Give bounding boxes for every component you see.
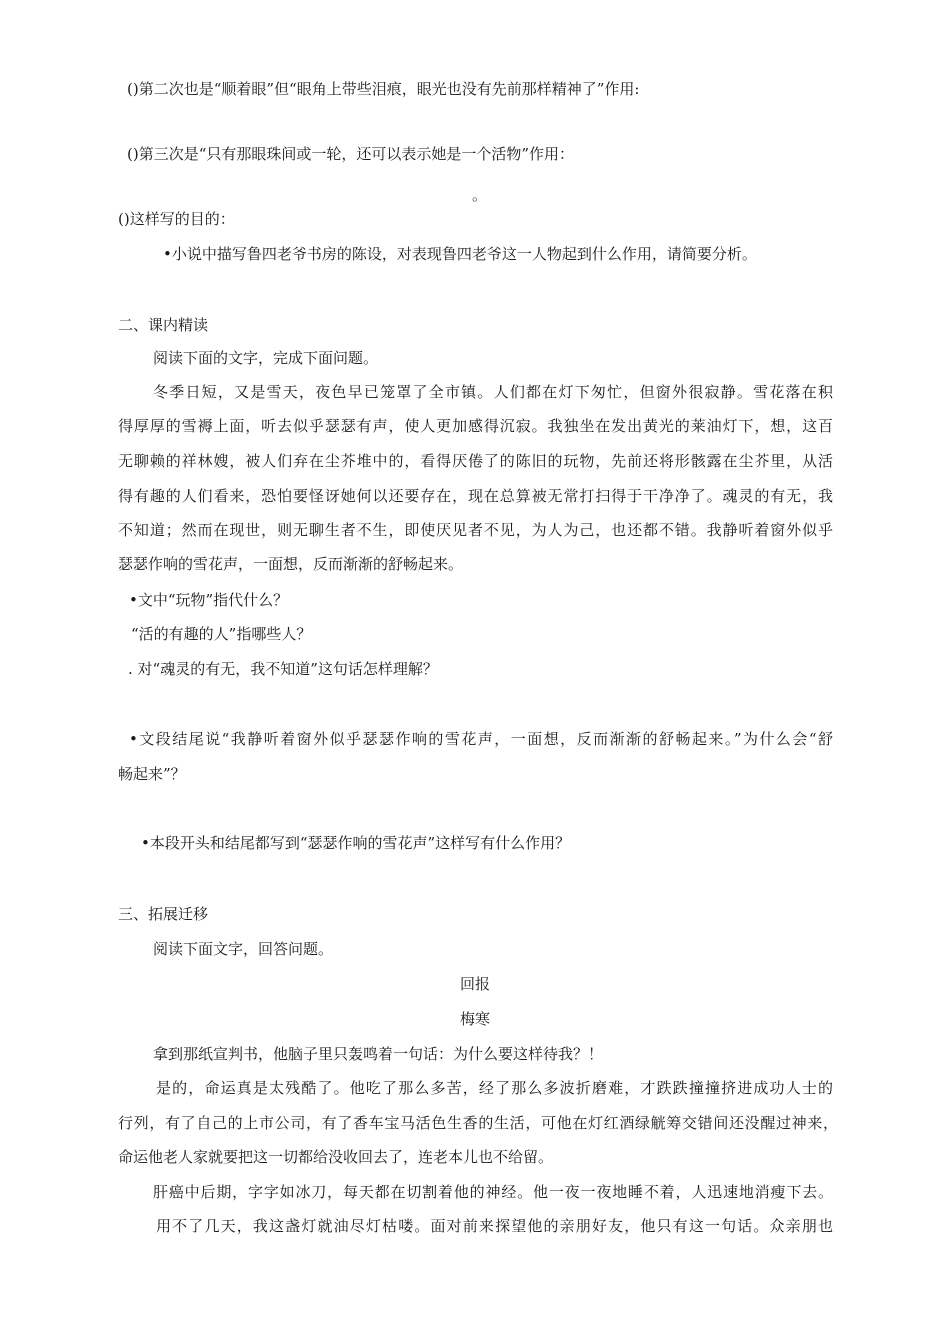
section-instruction: 阅读下面的文字，完成下面问题。 (153, 349, 379, 367)
story-line: 是的，命运真是太残酷了。他吃了那么多苦，经了那么多波折磨难，才跌跌撞撞挤进成功人士的 (156, 1079, 833, 1097)
question-ending-cont: 畅起来”？ (118, 765, 186, 783)
question-third-look: ()第三次是“只有那眼珠间或一轮，还可以表示她是一个活物”作用： (127, 145, 575, 163)
passage-line: 瑟瑟作响的雪花声，一面想，反而渐渐的舒畅起来。 (118, 555, 464, 573)
section-heading-reading: 二、课内精读 (118, 316, 209, 334)
question-interesting-people: “活的有趣的人”指哪些人？ (131, 625, 312, 643)
question-study-furnishing: •小说中描写鲁四老爷书房的陈设，对表现鲁四老爷这一人物起到什么作用，请简要分析。 (163, 245, 757, 263)
story-author: 梅寒 (459, 1010, 490, 1028)
story-paragraph: 用不了几天，我这盏灯就油尽灯枯喽。面对前来探望他的亲朋好友，他只有这一句话。众亲朋也 (156, 1217, 833, 1235)
story-line: 命运他老人家就要把这一切都给没收回去了，连老本儿也不给留。 (118, 1148, 554, 1166)
story-line: 行列，有了自己的上市公司，有了香车宝马活色生香的生活，可他在灯红酒绿觥筹交错间还没醒过神来， (118, 1114, 838, 1132)
section-heading-extension: 三、拓展迁移 (118, 905, 209, 923)
question-second-look: ()第二次也是“顺着眼”但“眼角上带些泪痕，眼光也没有先前那样精神了”作用: (127, 80, 640, 98)
question-ending: •文段结尾说“我静听着窗外似乎瑟瑟作响的雪花声，一面想，反而渐渐的舒畅起来。”为什么会“舒 (129, 730, 833, 748)
passage-line: 无聊赖的祥林嫂，被人们弃在尘芥堆中的，看得厌倦了的陈旧的玩物，先前还将形骸露在尘芥里，从活 (118, 452, 833, 470)
answer-period: 。 (472, 186, 488, 204)
passage-line: 得厚厚的雪褥上面，听去似乎瑟瑟有声，使人更加感得沉寂。我独坐在发出黄光的莱油灯下，想，这百 (118, 417, 833, 435)
question-soul: . 对“魂灵的有无，我不知道”这句话怎样理解？ (128, 660, 438, 678)
story-paragraph: 拿到那纸宣判书，他脑子里只轰鸣着一句话：为什么要这样待我？！ (153, 1045, 604, 1063)
story-paragraph: 肝癌中后期，字字如冰刀，每天都在切割着他的神经。他一夜一夜地睡不着，人迅速地消瘦下去。 (153, 1183, 833, 1201)
story-title: 回报 (459, 975, 490, 993)
question-plaything: •文中“玩物”指代什么？ (129, 591, 289, 609)
section-instruction: 阅读下面文字，回答问题。 (153, 940, 334, 958)
question-snow-sound: •本段开头和结尾都写到“瑟瑟作响的雪花声”这样写有什么作用？ (141, 834, 571, 852)
passage-line: 不知道；然而在现世，则无聊生者不生，即使厌见者不见，为人为己，也还都不错。我静听着窗外似乎 (118, 521, 833, 539)
question-purpose: ()这样写的目的： (118, 210, 235, 228)
passage-line: 冬季日短，又是雪天，夜色早已笼罩了全市镇。人们都在灯下匆忙，但窗外很寂静。雪花落在积 (153, 383, 833, 401)
passage-line: 得有趣的人们看来，恐怕要怪讶她何以还要存在，现在总算被无常打扫得于干净净了。魂灵的有无，我 (118, 487, 833, 505)
